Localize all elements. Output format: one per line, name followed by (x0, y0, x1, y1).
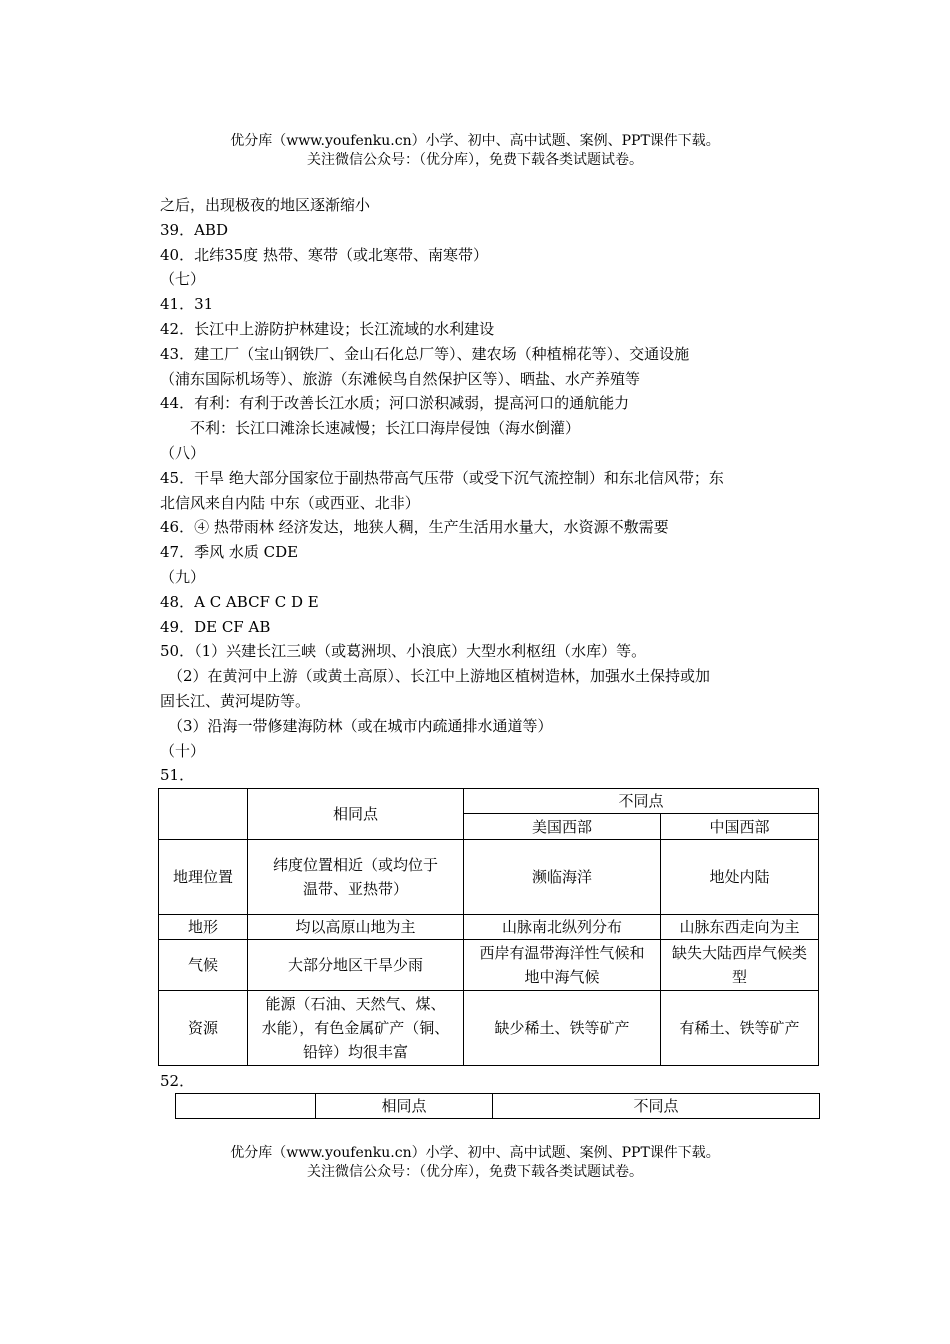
answer-49: 49．DE CF AB (160, 617, 271, 636)
header-diff: 不同点 (493, 1094, 820, 1119)
header-us-west: 美国西部 (464, 814, 661, 840)
header-china-west: 中国西部 (661, 814, 819, 840)
answer-48: 48．A C ABCF C D E (160, 592, 319, 611)
row-label: 地理位置 (159, 840, 248, 915)
section-heading-8: （八） (160, 443, 206, 462)
table-corner-cell (159, 789, 248, 840)
answer-51-label: 51． (160, 766, 195, 785)
answer-46: 46．④ 热带雨林 经济发达，地狭人稠，生产生活用水量大，水资源不敷需要 (160, 518, 669, 537)
cell-us: 西岸有温带海洋性气候和地中海气候 (464, 940, 661, 991)
table-row (159, 915, 819, 940)
answer-50: 50．（1）兴建长江三峡（或葛洲坝、小浪底）大型水利枢纽（水库）等。 (160, 642, 647, 661)
cell-same: 能源（石油、天然气、煤、水能），有色金属矿产（铜、铅锌）均很丰富 (248, 991, 464, 1066)
row-label: 地形 (159, 915, 248, 940)
answer-50-part3: （3）沿海一带修建海防林（或在城市内疏通排水通道等） (168, 716, 553, 735)
comparison-table-51 (158, 788, 819, 1066)
answer-40: 40．北纬35度 热带、寒带（或北寒带、南寒带） (160, 245, 488, 264)
cell-cn: 缺失大陆西岸气候类型 (661, 940, 819, 991)
table-row (159, 940, 819, 991)
answer-52-label: 52． (160, 1072, 195, 1090)
cell-same: 大部分地区干旱少雨 (248, 940, 464, 991)
answer-44: 44．有利：有利于改善长江水质；河口淤积减弱，提高河口的通航能力 (160, 394, 630, 413)
header-same: 相同点 (316, 1094, 493, 1119)
text-line: 之后，出现极夜的地区逐渐缩小 (160, 196, 371, 214)
answer-45-cont: 北信风来自内陆 中东（或西亚、北非） (160, 493, 420, 512)
header-line-2: 关注微信公众号：（优分库），免费下载各类试题试卷。 (307, 152, 643, 168)
section-heading-10: （十） (160, 741, 206, 760)
table-corner-cell (176, 1094, 316, 1119)
answer-42: 42．长江中上游防护林建设；长江流域的水利建设 (160, 319, 495, 338)
cell-same: 均以高原山地为主 (248, 915, 464, 940)
cell-cn: 山脉东西走向为主 (661, 915, 819, 940)
cell-same: 纬度位置相近（或均位于温带、亚热带） (248, 840, 464, 915)
comparison-table-52 (175, 1093, 820, 1119)
cell-us: 缺少稀土、铁等矿产 (464, 991, 661, 1066)
page-header (0, 132, 950, 170)
answer-41: 41．31 (160, 295, 214, 314)
answer-content (160, 193, 800, 788)
cell-cn: 地处内陆 (661, 840, 819, 915)
cell-cn: 有稀土、铁等矿产 (661, 991, 819, 1066)
answer-43-cont: （浦东国际机场等）、旅游（东滩候鸟自然保护区等）、晒盐、水产养殖等 (160, 369, 641, 388)
section-heading-9: （九） (160, 567, 206, 586)
page-footer (0, 1144, 950, 1182)
cell-us: 山脉南北纵列分布 (464, 915, 661, 940)
section-heading-7: （七） (160, 270, 206, 289)
row-label: 气候 (159, 940, 248, 991)
table-row (159, 991, 819, 1066)
answer-45: 45．干旱 绝大部分国家位于副热带高气压带（或受下沉气流控制）和东北信风带；东 (160, 468, 724, 487)
footer-line-1: 优分库（www.youfenku.cn）小学、初中、高中试题、案例、PPT课件下载。 (230, 1145, 720, 1161)
answer-43: 43．建工厂（宝山钢铁厂、金山石化总厂等）、建农场（种植棉花等）、交通设施 (160, 344, 690, 363)
header-same: 相同点 (248, 789, 464, 840)
table-row (159, 840, 819, 915)
answer-39: 39．ABD (160, 220, 228, 239)
header-line-1: 优分库（www.youfenku.cn）小学、初中、高中试题、案例、PPT课件下载。 (230, 133, 720, 149)
footer-line-2: 关注微信公众号：（优分库），免费下载各类试题试卷。 (307, 1164, 643, 1180)
row-label: 资源 (159, 991, 248, 1066)
answer-50-part2-cont: 固长江、黄河堤防等。 (160, 691, 311, 710)
cell-us: 濒临海洋 (464, 840, 661, 915)
answer-50-part2: （2）在黄河中上游（或黄土高原）、长江中上游地区植树造林，加强水土保持或加 (168, 667, 711, 686)
answer-44-cont: 不利：长江口滩涂长速减慢；长江口海岸侵蚀（海水倒灌） (190, 419, 581, 438)
answer-47: 47．季风 水质 CDE (160, 543, 299, 562)
header-diff: 不同点 (464, 789, 819, 814)
